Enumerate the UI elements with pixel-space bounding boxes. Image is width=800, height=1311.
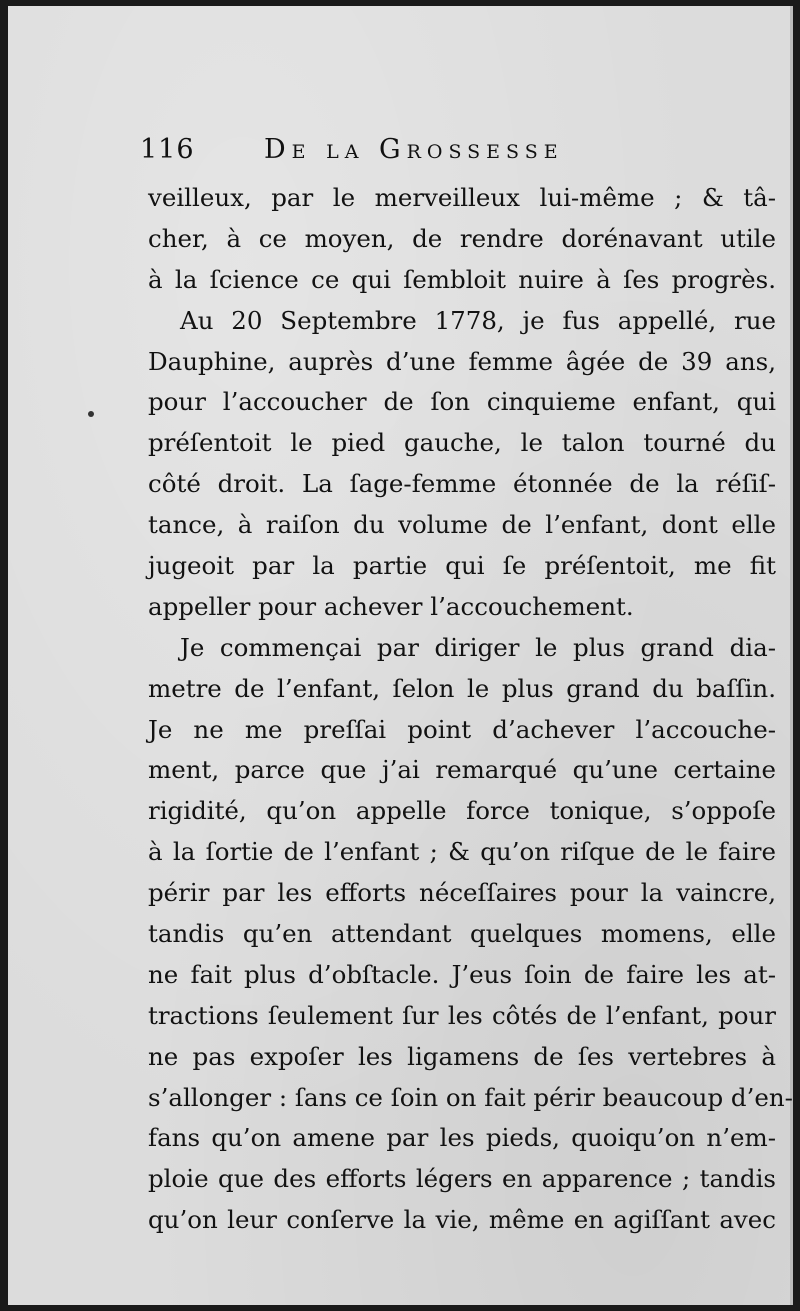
text-line: rigidité, qu’on appelle force tonique, s’oppoſe <box>148 796 776 826</box>
text-line: Dauphine, auprès d’une femme âgée de 39 ans, <box>148 346 776 376</box>
text-line: appeller pour achever l’accouchement. <box>148 591 634 621</box>
text-line: ploie que des efforts légers en apparence ; tandis <box>148 1164 776 1194</box>
body-text <box>148 178 793 1241</box>
text-line: pour l’accoucher de ſon cinquieme enfant, qui <box>148 387 776 417</box>
running-title: De la Grossesse <box>264 134 564 165</box>
ink-dot <box>88 411 94 417</box>
text-line: qu’on leur conſerve la vie, même en agiſſant avec <box>148 1205 776 1235</box>
text-line: ne pas expoſer les ligamens de ſes vertebres à <box>148 1041 776 1071</box>
text-line: tandis qu’en attendant quelques momens, elle <box>148 919 776 949</box>
text-line: périr par les efforts néceſſaires pour la vaincre, <box>148 878 776 908</box>
page-header <box>140 134 660 174</box>
text-line: s’allonger : ſans ce ſoin on fait périr beaucoup d’en- <box>148 1082 793 1112</box>
text-line: Je commençai par diriger le plus grand dia- <box>180 632 776 662</box>
text-line: cher, à ce moyen, de rendre dorénavant utile <box>148 223 776 253</box>
text-line: Je ne me preſſai point d’achever l’accouche- <box>148 714 776 744</box>
text-line: Au 20 Septembre 1778, je fus appellé, rue <box>180 305 776 335</box>
text-line: à la ſcience ce qui ſembloit nuire à ſes progrès. <box>148 264 776 294</box>
text-line: ment, parce que j’ai remarqué qu’une certaine <box>148 755 776 785</box>
text-line: metre de l’enfant, ſelon le plus grand du baſſin. <box>148 673 776 703</box>
text-line: à la ſortie de l’enfant ; & qu’on riſque de le faire <box>148 837 776 867</box>
text-line: jugeoit par la partie qui ſe préſentoit, me fit <box>148 551 776 581</box>
text-line: côté droit. La ſage-femme étonnée de la réſiſ- <box>148 469 776 499</box>
page-number: 116 <box>140 134 195 165</box>
text-line: ne fait plus d’obſtacle. J’eus ſoin de faire les at- <box>148 959 776 989</box>
text-line: tance, à raiſon du volume de l’enfant, dont elle <box>148 510 776 540</box>
text-line: veilleux, par le merveilleux lui-même ; & tâ- <box>148 183 776 212</box>
book-page <box>8 6 793 1305</box>
text-line: préſentoit le pied gauche, le talon tourné du <box>148 428 776 458</box>
text-line: fans qu’on amene par les pieds, quoiqu’on n’em- <box>148 1123 776 1153</box>
text-line: tractions ſeulement ſur les côtés de l’enfant, pour <box>148 1000 776 1030</box>
